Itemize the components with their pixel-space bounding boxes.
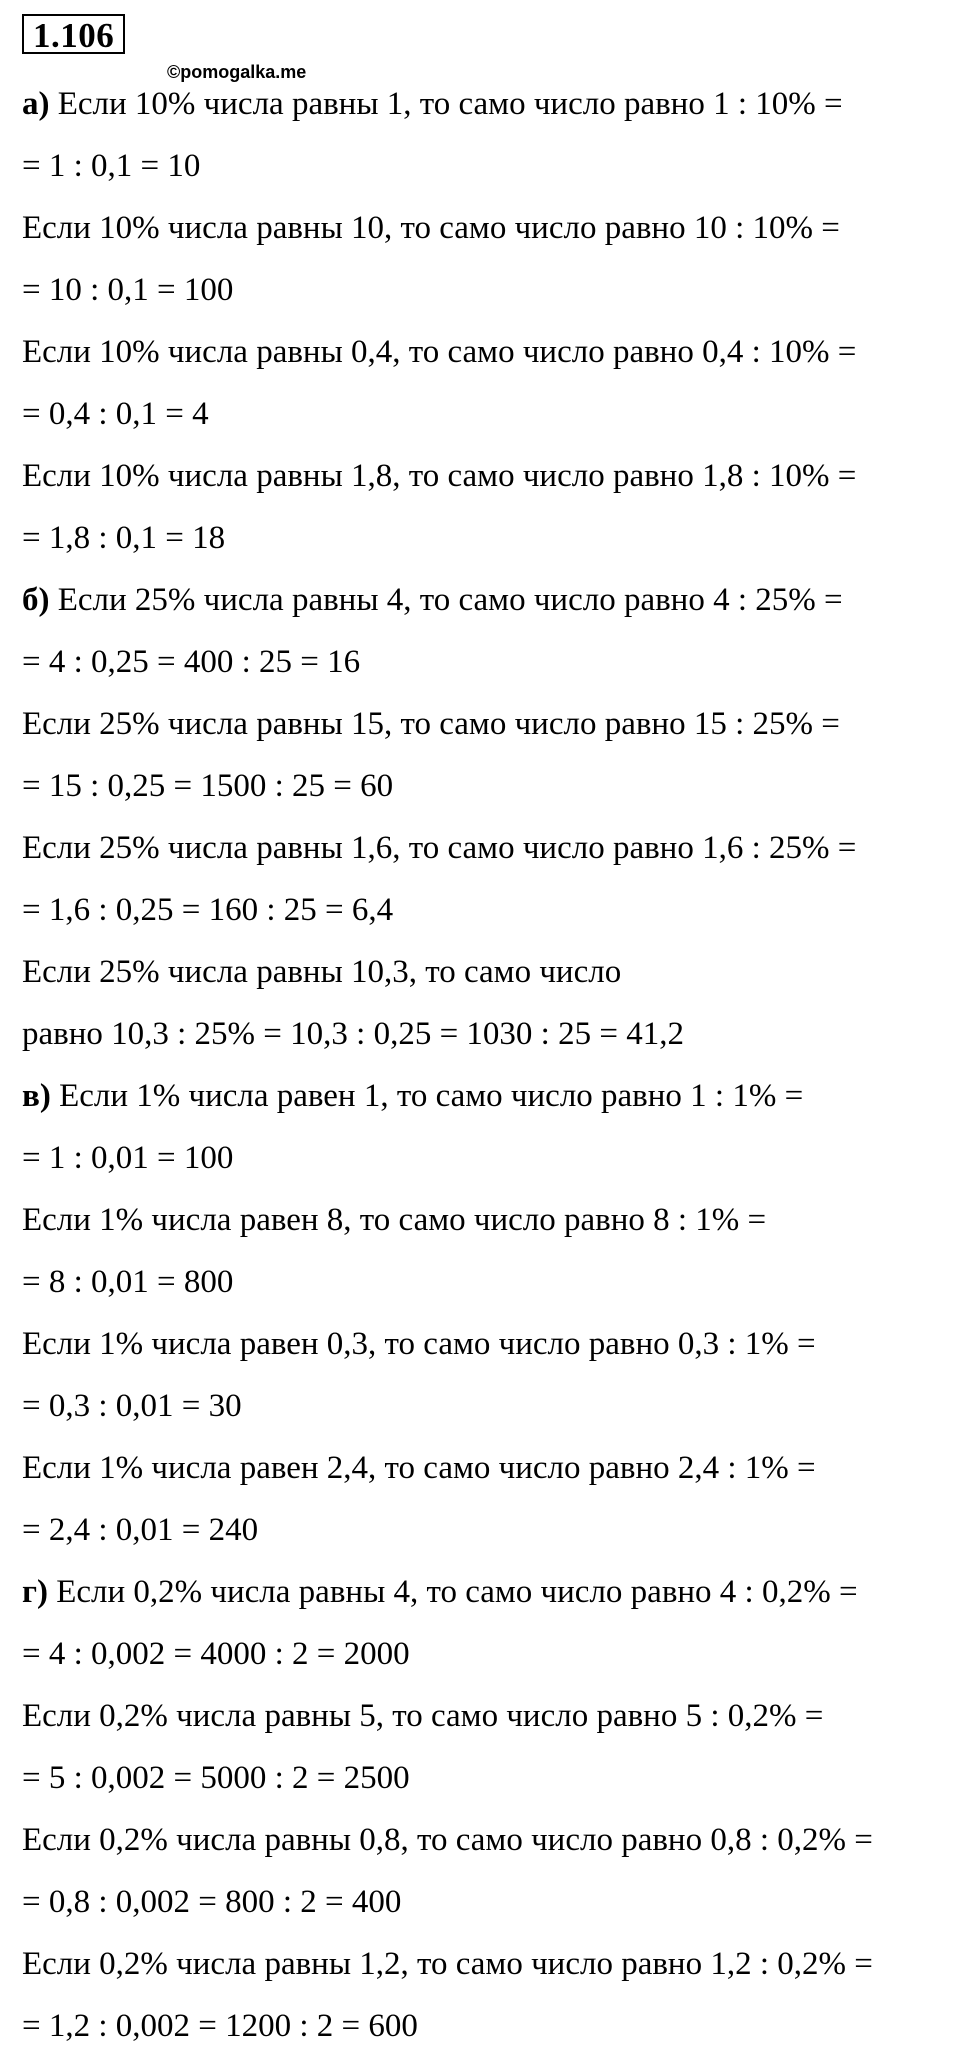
solution-line (22, 135, 952, 197)
part-label: б) (22, 582, 50, 618)
line-text: = 2,4 : 0,01 = 240 (22, 1512, 259, 1548)
solution-line (22, 569, 952, 631)
part-label: в) (22, 1078, 51, 1114)
line-text: Если 0,2% числа равны 0,8, то само число равно 0,8 : 0,2% = (22, 1822, 873, 1858)
solution-line (22, 1871, 952, 1933)
solution-line (22, 1561, 952, 1623)
solution-line (22, 321, 952, 383)
solution-line (22, 383, 952, 445)
solution-line (22, 197, 952, 259)
watermark: ©pomogalka.me (167, 62, 307, 82)
solution-line (22, 1747, 952, 1809)
solution-line (22, 259, 952, 321)
line-text: = 15 : 0,25 = 1500 : 25 = 60 (22, 768, 394, 804)
line-text: равно 10,3 : 25% = 10,3 : 0,25 = 1030 : 25 = 41,2 (22, 1016, 684, 1052)
solution-line (22, 631, 952, 693)
line-text: Если 1% числа равен 8, то само число равно 8 : 1% = (22, 1202, 767, 1238)
problem-number: 1.106 (22, 14, 125, 54)
line-text: = 1 : 0,01 = 100 (22, 1140, 234, 1176)
solution-line (22, 879, 952, 941)
solution-line (22, 1065, 952, 1127)
line-text: = 1,6 : 0,25 = 160 : 25 = 6,4 (22, 892, 394, 928)
solution-line (22, 1127, 952, 1189)
solution-line (22, 1623, 952, 1685)
line-text: = 0,3 : 0,01 = 30 (22, 1388, 242, 1424)
line-text: Если 1% числа равен 0,3, то само число равно 0,3 : 1% = (22, 1326, 816, 1362)
line-text: Если 0,2% числа равны 1,2, то само число равно 1,2 : 0,2% = (22, 1946, 873, 1982)
solution-line (22, 1933, 952, 1995)
line-text: Если 25% числа равны 1,6, то само число равно 1,6 : 25% = (22, 830, 857, 866)
solution-line (22, 1251, 952, 1313)
line-text: Если 10% числа равны 0,4, то само число равно 0,4 : 10% = (22, 334, 857, 370)
line-text: Если 10% числа равны 1, то само число равно 1 : 10% = (49, 86, 843, 122)
line-text: Если 1% числа равен 2,4, то само число равно 2,4 : 1% = (22, 1450, 816, 1486)
solution-line (22, 1003, 952, 1065)
line-text: Если 0,2% числа равны 4, то само число равно 4 : 0,2% = (47, 1574, 858, 1610)
solution-line (22, 73, 952, 135)
line-text: = 8 : 0,01 = 800 (22, 1264, 234, 1300)
line-text: Если 0,2% числа равны 5, то само число равно 5 : 0,2% = (22, 1698, 824, 1734)
line-text: = 0,8 : 0,002 = 800 : 2 = 400 (22, 1884, 402, 1920)
line-text: Если 25% числа равны 10,3, то само число (22, 954, 622, 990)
solution-line (22, 1189, 952, 1251)
line-text: = 10 : 0,1 = 100 (22, 272, 234, 308)
solution-line (22, 1437, 952, 1499)
line-text: Если 1% числа равен 1, то само число равно 1 : 1% = (50, 1078, 804, 1114)
line-text: = 1,2 : 0,002 = 1200 : 2 = 600 (22, 2008, 418, 2044)
solution-text (22, 73, 952, 2057)
solution-line (22, 693, 952, 755)
solution-line (22, 755, 952, 817)
solution-line (22, 1375, 952, 1437)
solution-line (22, 941, 952, 1003)
solution-line (22, 445, 952, 507)
solution-line (22, 1499, 952, 1561)
line-text: = 1 : 0,1 = 10 (22, 148, 201, 184)
line-text: = 0,4 : 0,1 = 4 (22, 396, 209, 432)
line-text: = 1,8 : 0,1 = 18 (22, 520, 226, 556)
line-text: = 4 : 0,25 = 400 : 25 = 16 (22, 644, 361, 680)
solution-line (22, 817, 952, 879)
part-label: а) (22, 86, 50, 122)
solution-line (22, 1995, 952, 2057)
line-text: Если 25% числа равны 4, то само число равно 4 : 25% = (49, 582, 843, 618)
solution-line (22, 507, 952, 569)
line-text: = 4 : 0,002 = 4000 : 2 = 2000 (22, 1636, 410, 1672)
solution-line (22, 1809, 952, 1871)
solution-line (22, 1685, 952, 1747)
line-text: Если 25% числа равны 15, то само число равно 15 : 25% = (22, 706, 840, 742)
line-text: = 5 : 0,002 = 5000 : 2 = 2500 (22, 1760, 410, 1796)
solution-line (22, 1313, 952, 1375)
line-text: Если 10% числа равны 1,8, то само число равно 1,8 : 10% = (22, 458, 857, 494)
line-text: Если 10% числа равны 10, то само число равно 10 : 10% = (22, 210, 840, 246)
part-label: г) (22, 1574, 48, 1610)
